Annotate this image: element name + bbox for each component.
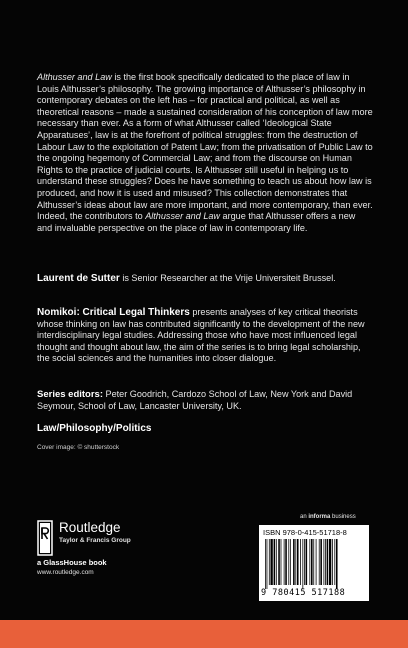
informa-suffix: business xyxy=(330,514,356,520)
series-editors xyxy=(37,389,373,412)
author-name: Laurent de Sutter xyxy=(37,273,120,284)
book-description xyxy=(37,72,373,234)
series-editors-label: Series editors: xyxy=(37,389,103,400)
routledge-r-icon xyxy=(37,520,53,556)
description-text-1: is the first book specifically dedicated to the place of law in Louis Althusser’s philosophy. The growing importance of Althusser’s philosophy in contemporary debates on the left has – for practical and political, as well as theoretical reasons – made a sustained consideration of his conception of law more necessary than ever. As a form of what Althusser called ‘Ideological State Apparatuses’, law is at the forefront of political struggles: from the destruction of Labour Law to the exploitation of Patent Law; from the privatisation of Public Law to the ongoing hegemony of Commercial Law; and from the discourse on Human Rights to the practice of judicial courts. Is Althusser still useful in helping us to understand these struggles? Does he have something to teach us about how law is produced, and how it is used and misused? This collection demonstrates that Althusser’s ideas about law are more important, and more contemporary, than ever. Indeed, the contributors to xyxy=(37,72,373,222)
subject-categories: Law/Philosophy/Politics xyxy=(37,423,152,434)
book-title-italic: Althusser and Law xyxy=(37,72,112,82)
informa-prefix: an xyxy=(300,514,309,520)
publisher-logo xyxy=(37,520,237,580)
publisher-url: www.routledge.com xyxy=(37,569,94,576)
bottom-color-band xyxy=(0,620,408,648)
author-bio xyxy=(37,273,373,285)
isbn-barcode xyxy=(259,525,369,601)
publisher-imprint: a GlassHouse book xyxy=(37,558,107,567)
informa-tagline xyxy=(300,514,356,520)
author-bio-text: is Senior Researcher at the Vrije Universiteit Brussel. xyxy=(119,273,336,283)
barcode-icon xyxy=(263,539,365,589)
publisher-group: Taylor & Francis Group xyxy=(59,537,131,544)
informa-bold: informa xyxy=(308,514,331,520)
series-editors-text: Peter Goodrich, Cardozo School of Law, New York and David Seymour, School of Law, Lancaster University, UK. xyxy=(37,389,353,411)
barcode-bars xyxy=(263,539,365,589)
isbn-text: ISBN 978-0-415-51718-8 xyxy=(263,528,347,537)
book-title-italic-2: Althusser and Law xyxy=(145,211,221,222)
cover-credit: Cover image: © shutterstock xyxy=(37,444,120,451)
description-text-2: argue that Althusser offers a new and invaluable perspective on the place of law in contemporary life. xyxy=(37,211,356,233)
series-description xyxy=(37,307,373,365)
series-name: Nomikoi: Critical Legal Thinkers xyxy=(37,307,190,318)
publisher-name: Routledge xyxy=(59,520,121,535)
ean-digits: 9 780415 517188 xyxy=(261,588,346,598)
series-text: presents analyses of key critical theorists whose thinking on law has contributed significantly to the development of the new interdisciplinary legal studies. Addressing those who have most influenced legal thought and thought about law, the aim of the series is to bring legal scholarship, the social sciences and the humanities into closer dialogue. xyxy=(37,307,365,364)
